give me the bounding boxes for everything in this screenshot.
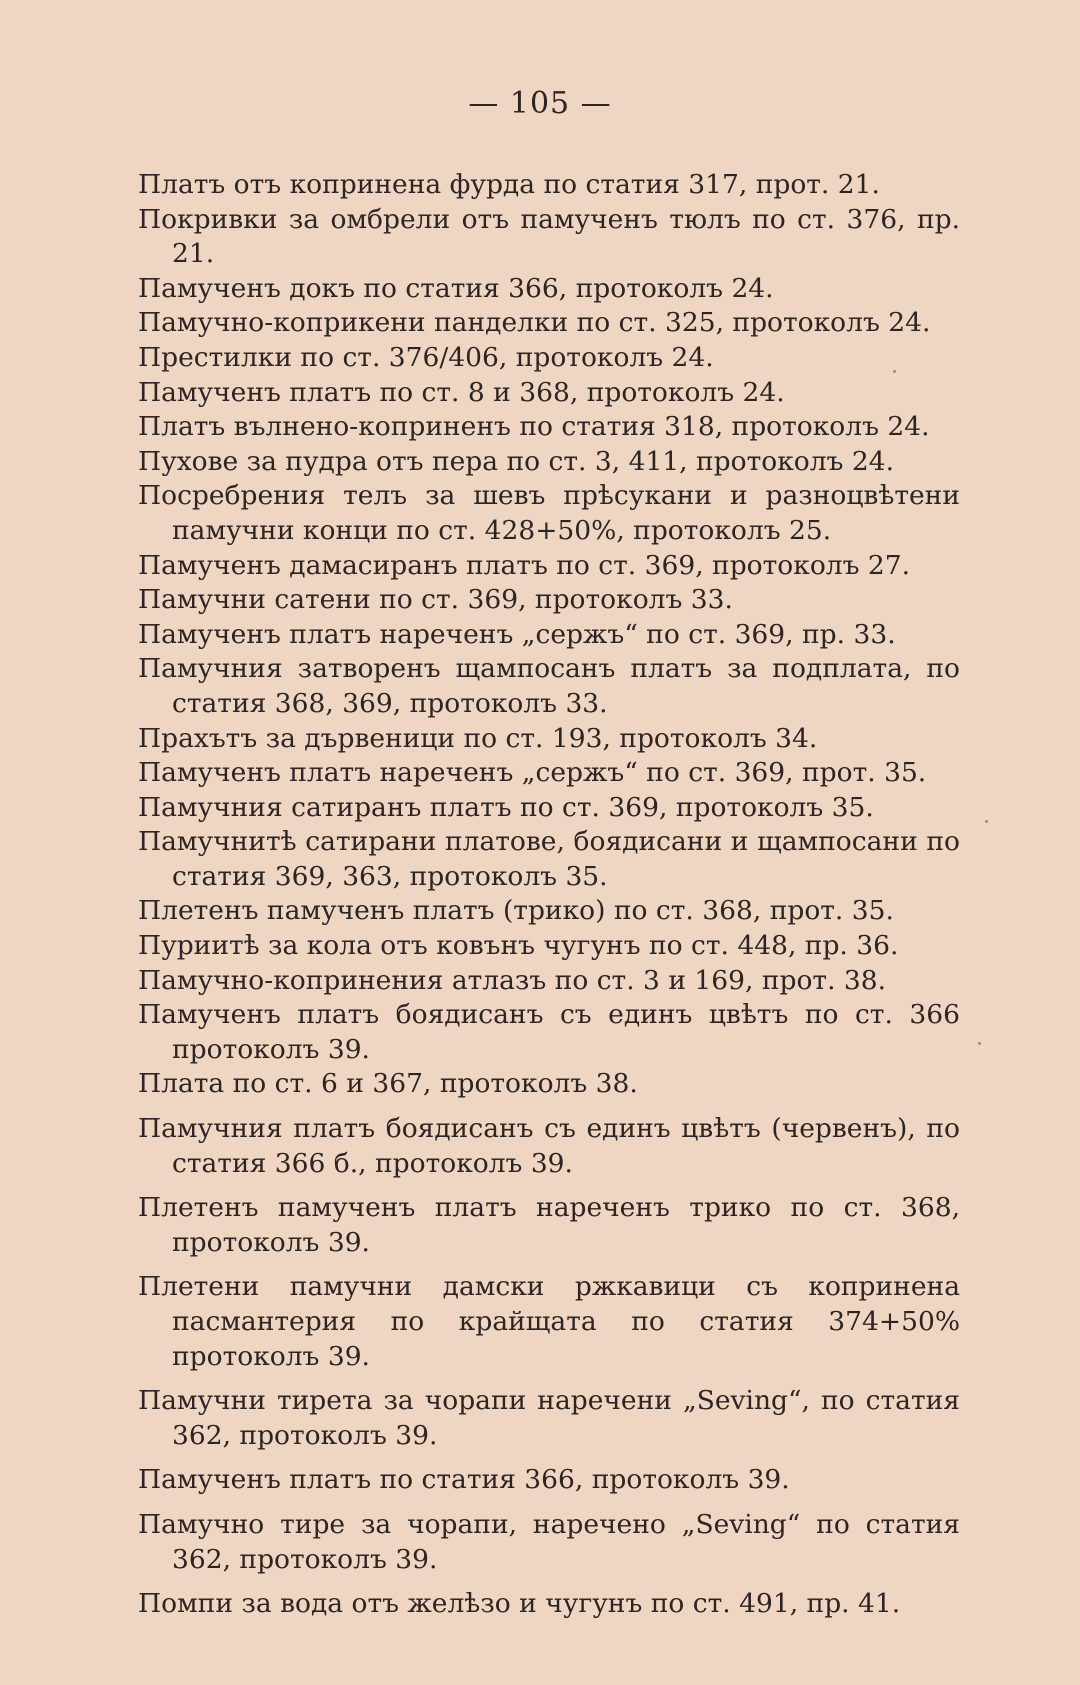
list-item: Памученъ докъ по статия 366, протоколъ 24. <box>138 272 774 304</box>
entry-list <box>138 168 960 1622</box>
list-item: Памученъ платъ по ст. 8 и 368, протоколъ 24. <box>138 376 785 408</box>
list-item: Пуриитѣ за кола отъ ковънъ чугунъ по ст. 448, пр. 36. <box>138 930 899 962</box>
list-item: Помпи за вода отъ желѣзо и чугунъ по ст. 491, пр. 41. <box>138 1588 901 1620</box>
list-item: Прахътъ за дървеници по ст. 193, протоколъ 34. <box>138 722 818 754</box>
list-item: Плетенъ памученъ платъ нареченъ трико по ст. 368, протоколъ 39. <box>138 1192 960 1258</box>
list-item: Памучни сатени по ст. 369, протоколъ 33. <box>138 584 733 616</box>
list-item: Памучни тирета за чорапи наречени „Seving“, по статия 362, протоколъ 39. <box>138 1385 960 1451</box>
page-number: — 105 — <box>468 86 612 121</box>
list-item: Платъ вълнено-копринeнъ по статия 318, протоколъ 24. <box>138 411 930 443</box>
list-item: Плетенъ памученъ платъ (трико) по ст. 368, прот. 35. <box>138 895 894 927</box>
paper-speck <box>893 370 896 373</box>
list-item: Памученъ дамасиранъ платъ по ст. 369, протоколъ 27. <box>138 549 911 581</box>
list-item: Памучнитѣ сатирани платове, боядисани и щампосани по статия 369, 363, протоколъ 35. <box>138 826 960 892</box>
list-item: Памучно тире за чорапи, наречено „Seving“ по статия 362, протоколъ 39. <box>138 1508 960 1575</box>
list-item: Памученъ платъ нареченъ „сержъ“ по ст. 369, пр. 33. <box>138 618 896 650</box>
list-item: Памученъ платъ по статия 366, протоколъ 39. <box>138 1464 790 1496</box>
list-item: Плата по ст. 6 и 367, протоколъ 38. <box>138 1068 638 1100</box>
list-item: Памучно-копринения атлазъ по ст. 3 и 169, прот. 38. <box>138 964 887 996</box>
list-item: Посребрения телъ за шевъ прѣсукани и разноцвѣтени памучни конци по ст. 428+50%, протоколъ 25. <box>138 480 960 546</box>
list-item: Плетени памучни дамски ржкавици съ копринена пасмантерия по крайщата по статия 374+50% протоколъ 39. <box>138 1271 960 1372</box>
list-item: Памучния затворенъ щампосанъ платъ за подплата, по статия 368, 369, протоколъ 33. <box>138 653 960 719</box>
list-item: Платъ отъ копринена фурда по статия 317, прот. 21. <box>138 169 880 200</box>
paper-speck <box>985 820 988 823</box>
list-item: Памученъ платъ нареченъ „сержъ“ по ст. 369, прот. 35. <box>138 757 927 789</box>
list-item: Памучно-коприкени панделки по ст. 325, протоколъ 24. <box>138 307 931 339</box>
list-item: Пухове за пудра отъ пера по ст. 3, 411, протоколъ 24. <box>138 445 894 477</box>
list-item: Престилки по ст. 376/406, протоколъ 24. <box>138 341 714 373</box>
paper-speck <box>978 1042 981 1045</box>
list-item: Покривки за омбрели отъ памученъ тюлъ по ст. 376, пр. 21. <box>138 203 960 270</box>
list-item: Памучния платъ боядисанъ съ единъ цвѣтъ (червенъ), по статия 366 б., протоколъ 39. <box>138 1113 960 1179</box>
list-item: Памучния сатиранъ платъ по ст. 369, протоколъ 35. <box>138 791 874 823</box>
list-item: Памученъ платъ боядисанъ съ единъ цвѣтъ по ст. 366 протоколъ 39. <box>138 999 960 1065</box>
